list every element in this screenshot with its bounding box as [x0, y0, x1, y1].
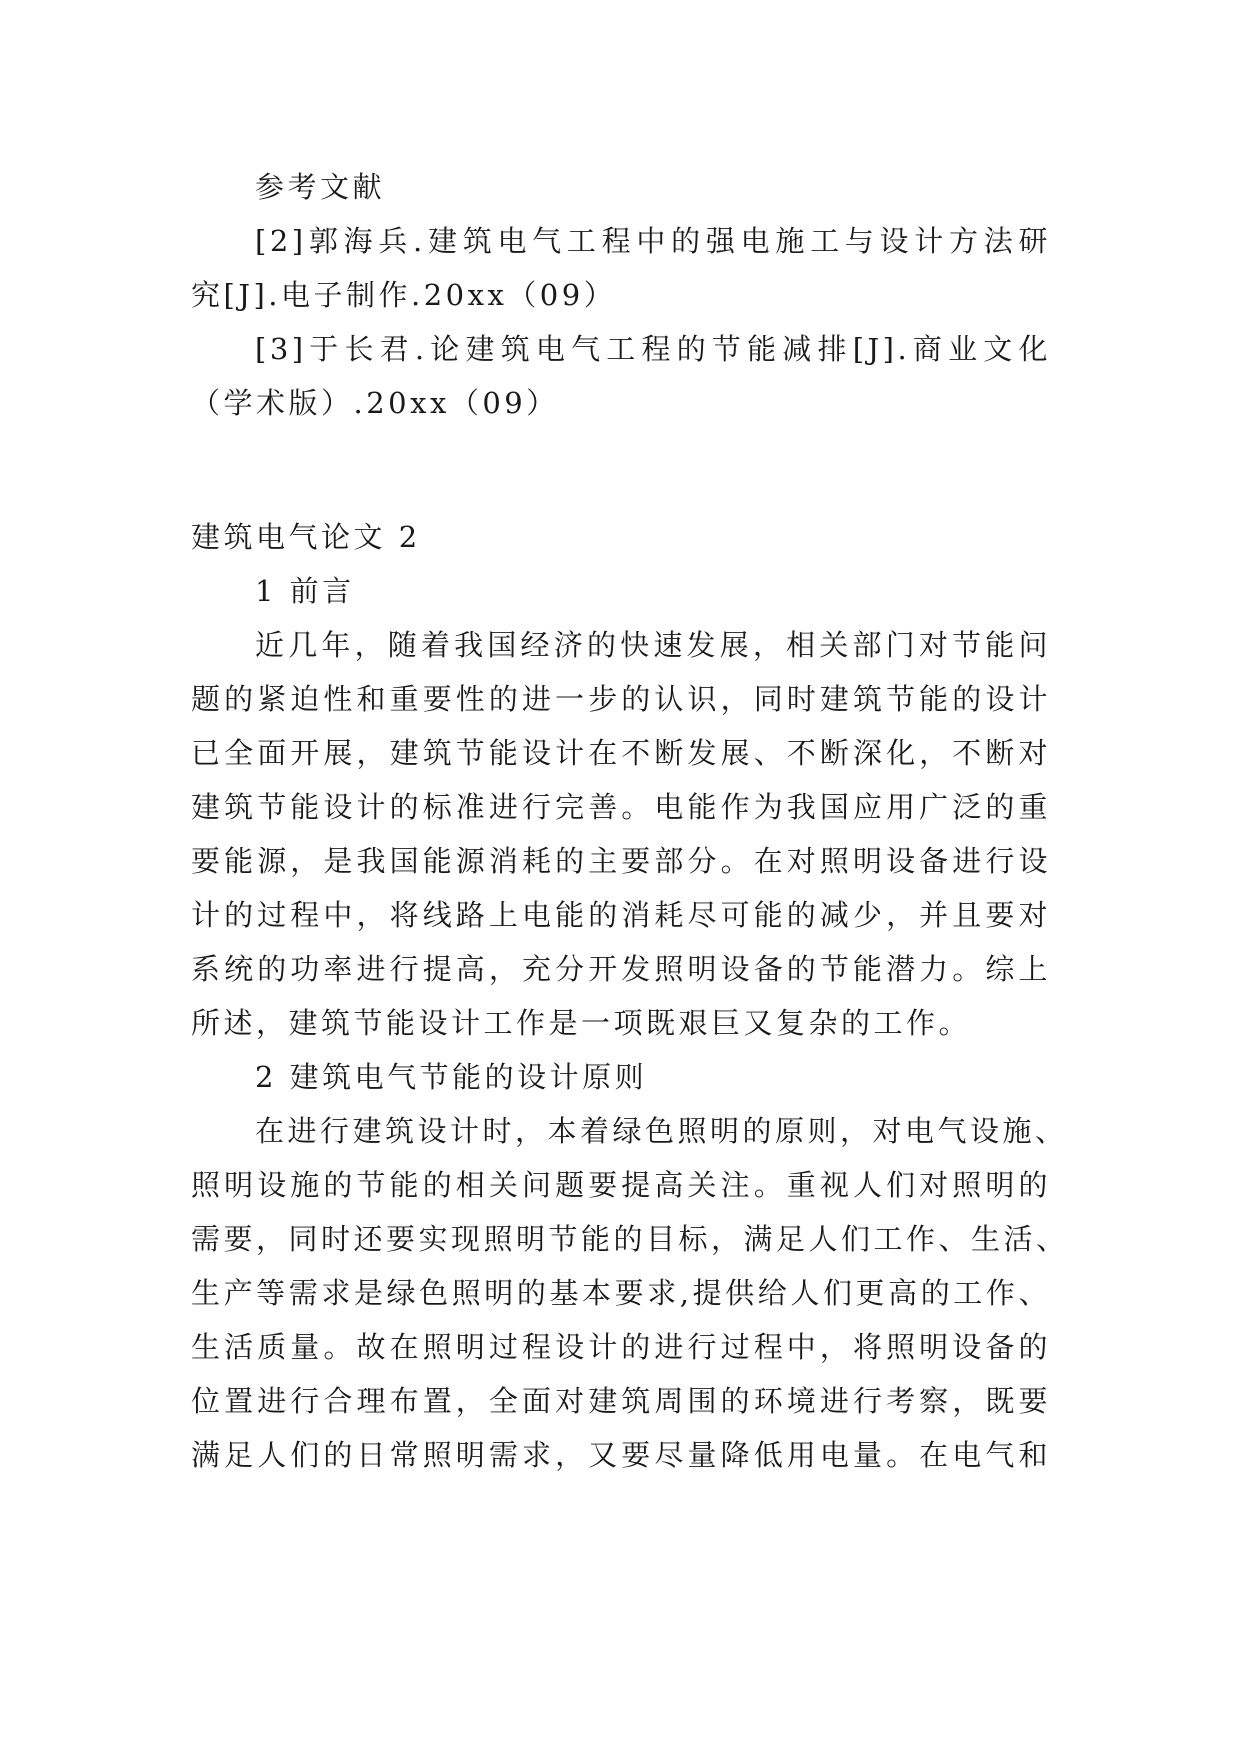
section-1-paragraph-line: 计的过程中，将线路上电能的消耗尽可能的减少，并且要对	[191, 898, 1051, 932]
reference-3-line-2: （学术版）.20xx（09）	[191, 386, 559, 420]
section-1-paragraph-line: 题的紧迫性和重要性的进一步的认识，同时建筑节能的设计	[191, 682, 1051, 716]
section-2-paragraph-line: 生活质量。故在照明过程设计的进行过程中，将照明设备的	[191, 1330, 1051, 1364]
reference-2-line-2: 究[J].电子制作.20xx（09）	[191, 278, 617, 312]
section-2-paragraph-line: 位置进行合理布置，全面对建筑周围的环境进行考察，既要	[191, 1384, 1051, 1418]
section-1-title: 1 前言	[255, 574, 355, 608]
section-2-title: 2 建筑电气节能的设计原则	[255, 1060, 648, 1094]
reference-2-line-1: [2]郭海兵.建筑电气工程中的强电施工与设计方法研	[255, 224, 1051, 258]
section-1-paragraph-line: 近几年，随着我国经济的快速发展，相关部门对节能问	[255, 628, 1051, 662]
section-1-paragraph-line: 系统的功率进行提高，充分开发照明设备的节能潜力。综上	[191, 952, 1051, 986]
section-2-paragraph-line: 生产等需求是绿色照明的基本要求,提供给人们更高的工作、	[191, 1276, 1051, 1310]
section-2-paragraph-line: 需要，同时还要实现照明节能的目标，满足人们工作、生活、	[191, 1222, 1069, 1256]
section-1-paragraph-line: 已全面开展，建筑节能设计在不断发展、不断深化，不断对	[191, 736, 1051, 770]
document-page	[191, 160, 1069, 1482]
section-spacer	[191, 430, 1051, 510]
section-2-paragraph-line: 满足人们的日常照明需求，又要尽量降低用电量。在电气和	[191, 1438, 1051, 1472]
section-2-paragraph-line: 在进行建筑设计时，本着绿色照明的原则，对电气设施、	[255, 1114, 1068, 1148]
references-heading: 参考文献	[255, 170, 386, 204]
article-title: 建筑电气论文 2	[191, 520, 421, 554]
section-1-paragraph-line: 建筑节能设计的标准进行完善。电能作为我国应用广泛的重	[191, 790, 1051, 824]
section-2-paragraph-line: 照明设施的节能的相关问题要提高关注。重视人们对照明的	[191, 1168, 1051, 1202]
section-1-paragraph-line: 所述，建筑节能设计工作是一项既艰巨又复杂的工作。	[191, 1006, 972, 1040]
reference-3-line-1: [3]于长君.论建筑电气工程的节能减排[J].商业文化	[255, 332, 1051, 366]
section-1-paragraph-line: 要能源，是我国能源消耗的主要部分。在对照明设备进行设	[191, 844, 1051, 878]
